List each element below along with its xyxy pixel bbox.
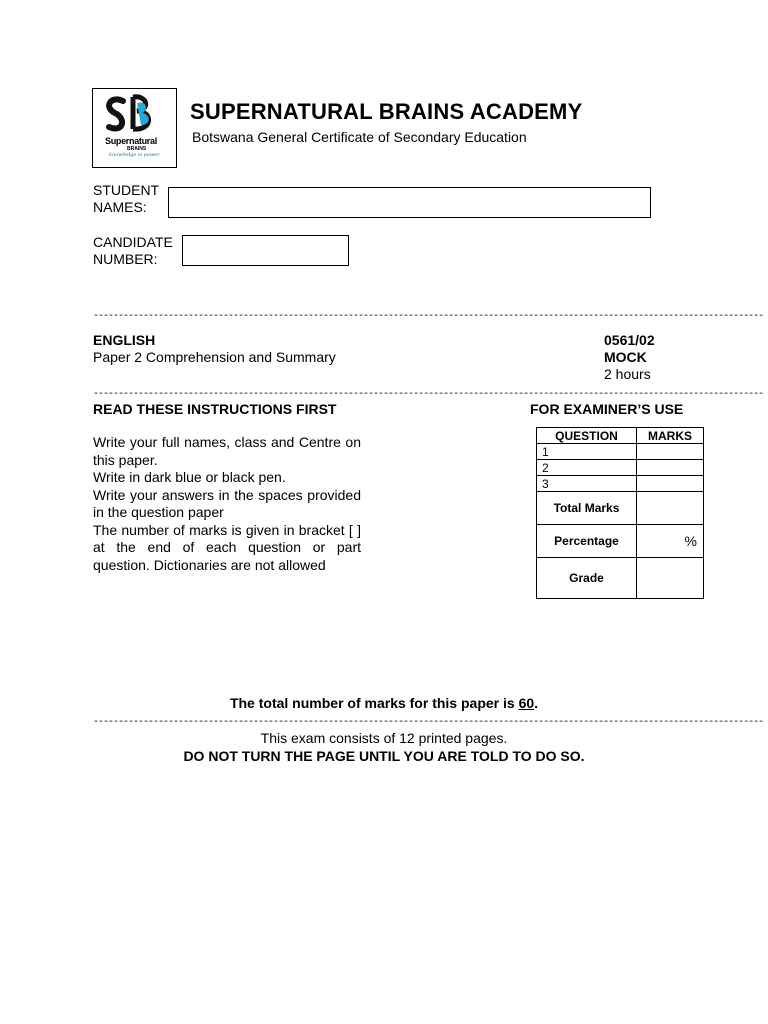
percentage-label: Percentage: [537, 525, 637, 558]
marks-cell[interactable]: [637, 476, 704, 492]
percent-sign: %: [684, 533, 697, 549]
instructions-list: [93, 434, 361, 574]
paper-type: MOCK: [604, 349, 647, 365]
separator-line: --------------------------------------------------------------------------------------------------------------------------------------: [93, 311, 764, 322]
grade-cell[interactable]: [637, 558, 704, 599]
logo-name: Supernatural: [105, 136, 157, 146]
paper-duration: 2 hours: [604, 366, 651, 382]
question-number: 2: [537, 460, 637, 476]
student-names-field[interactable]: [168, 187, 651, 218]
paper-code: 0561/02: [604, 332, 655, 348]
instruction-item: Write your full names, class and Centre on this paper.: [93, 434, 361, 468]
subject-label: ENGLISH: [93, 332, 156, 348]
certificate-subtitle: Botswana General Certificate of Secondary Education: [192, 129, 527, 145]
candidate-number-label: CANDIDATE NUMBER:: [93, 234, 173, 267]
total-marks-value: 60: [518, 695, 535, 711]
marks-cell[interactable]: [637, 444, 704, 460]
marks-cell[interactable]: [637, 460, 704, 476]
instruction-item: Write in dark blue or black pen.: [93, 469, 286, 485]
total-marks-label: Total Marks: [537, 492, 637, 525]
logo-tagline: knowledge is power: [109, 152, 160, 158]
grade-label: Grade: [537, 558, 637, 599]
marks-column-header: MARKS: [637, 428, 704, 444]
candidate-number-field[interactable]: [182, 235, 349, 266]
warning-note: DO NOT TURN THE PAGE UNTIL YOU ARE TOLD TO DO SO.: [183, 748, 585, 764]
instruction-item: The number of marks is given in bracket [ ] at the end of each question or part question. Dictionaries are not allowed: [93, 521, 361, 573]
separator-line: --------------------------------------------------------------------------------------------------------------------------------------: [93, 717, 764, 728]
question-column-header: QUESTION: [537, 428, 637, 444]
academy-logo: [92, 88, 177, 168]
question-number: 1: [537, 444, 637, 460]
instructions-heading: READ THESE INSTRUCTIONS FIRST: [93, 401, 337, 417]
separator-line: --------------------------------------------------------------------------------------------------------------------------------------: [93, 389, 764, 400]
total-marks-statement: The total number of marks for this paper is 60.: [229, 695, 539, 711]
question-number: 3: [537, 476, 637, 492]
examiner-table: [536, 427, 704, 599]
percentage-cell[interactable]: [637, 525, 704, 558]
logo-sub: BRAINS: [127, 146, 147, 152]
logo-mark-icon: [93, 89, 178, 139]
page-count-note: This exam consists of 12 printed pages.: [260, 730, 508, 746]
student-names-label: STUDENT NAMES:: [93, 182, 160, 215]
examiner-heading: FOR EXAMINER’S USE: [530, 401, 684, 417]
academy-title: SUPERNATURAL BRAINS ACADEMY: [190, 99, 583, 124]
instruction-item: Write your answers in the spaces provided in the question paper: [93, 486, 361, 520]
paper-title: Paper 2 Comprehension and Summary: [93, 349, 336, 365]
total-marks-cell[interactable]: [637, 492, 704, 525]
